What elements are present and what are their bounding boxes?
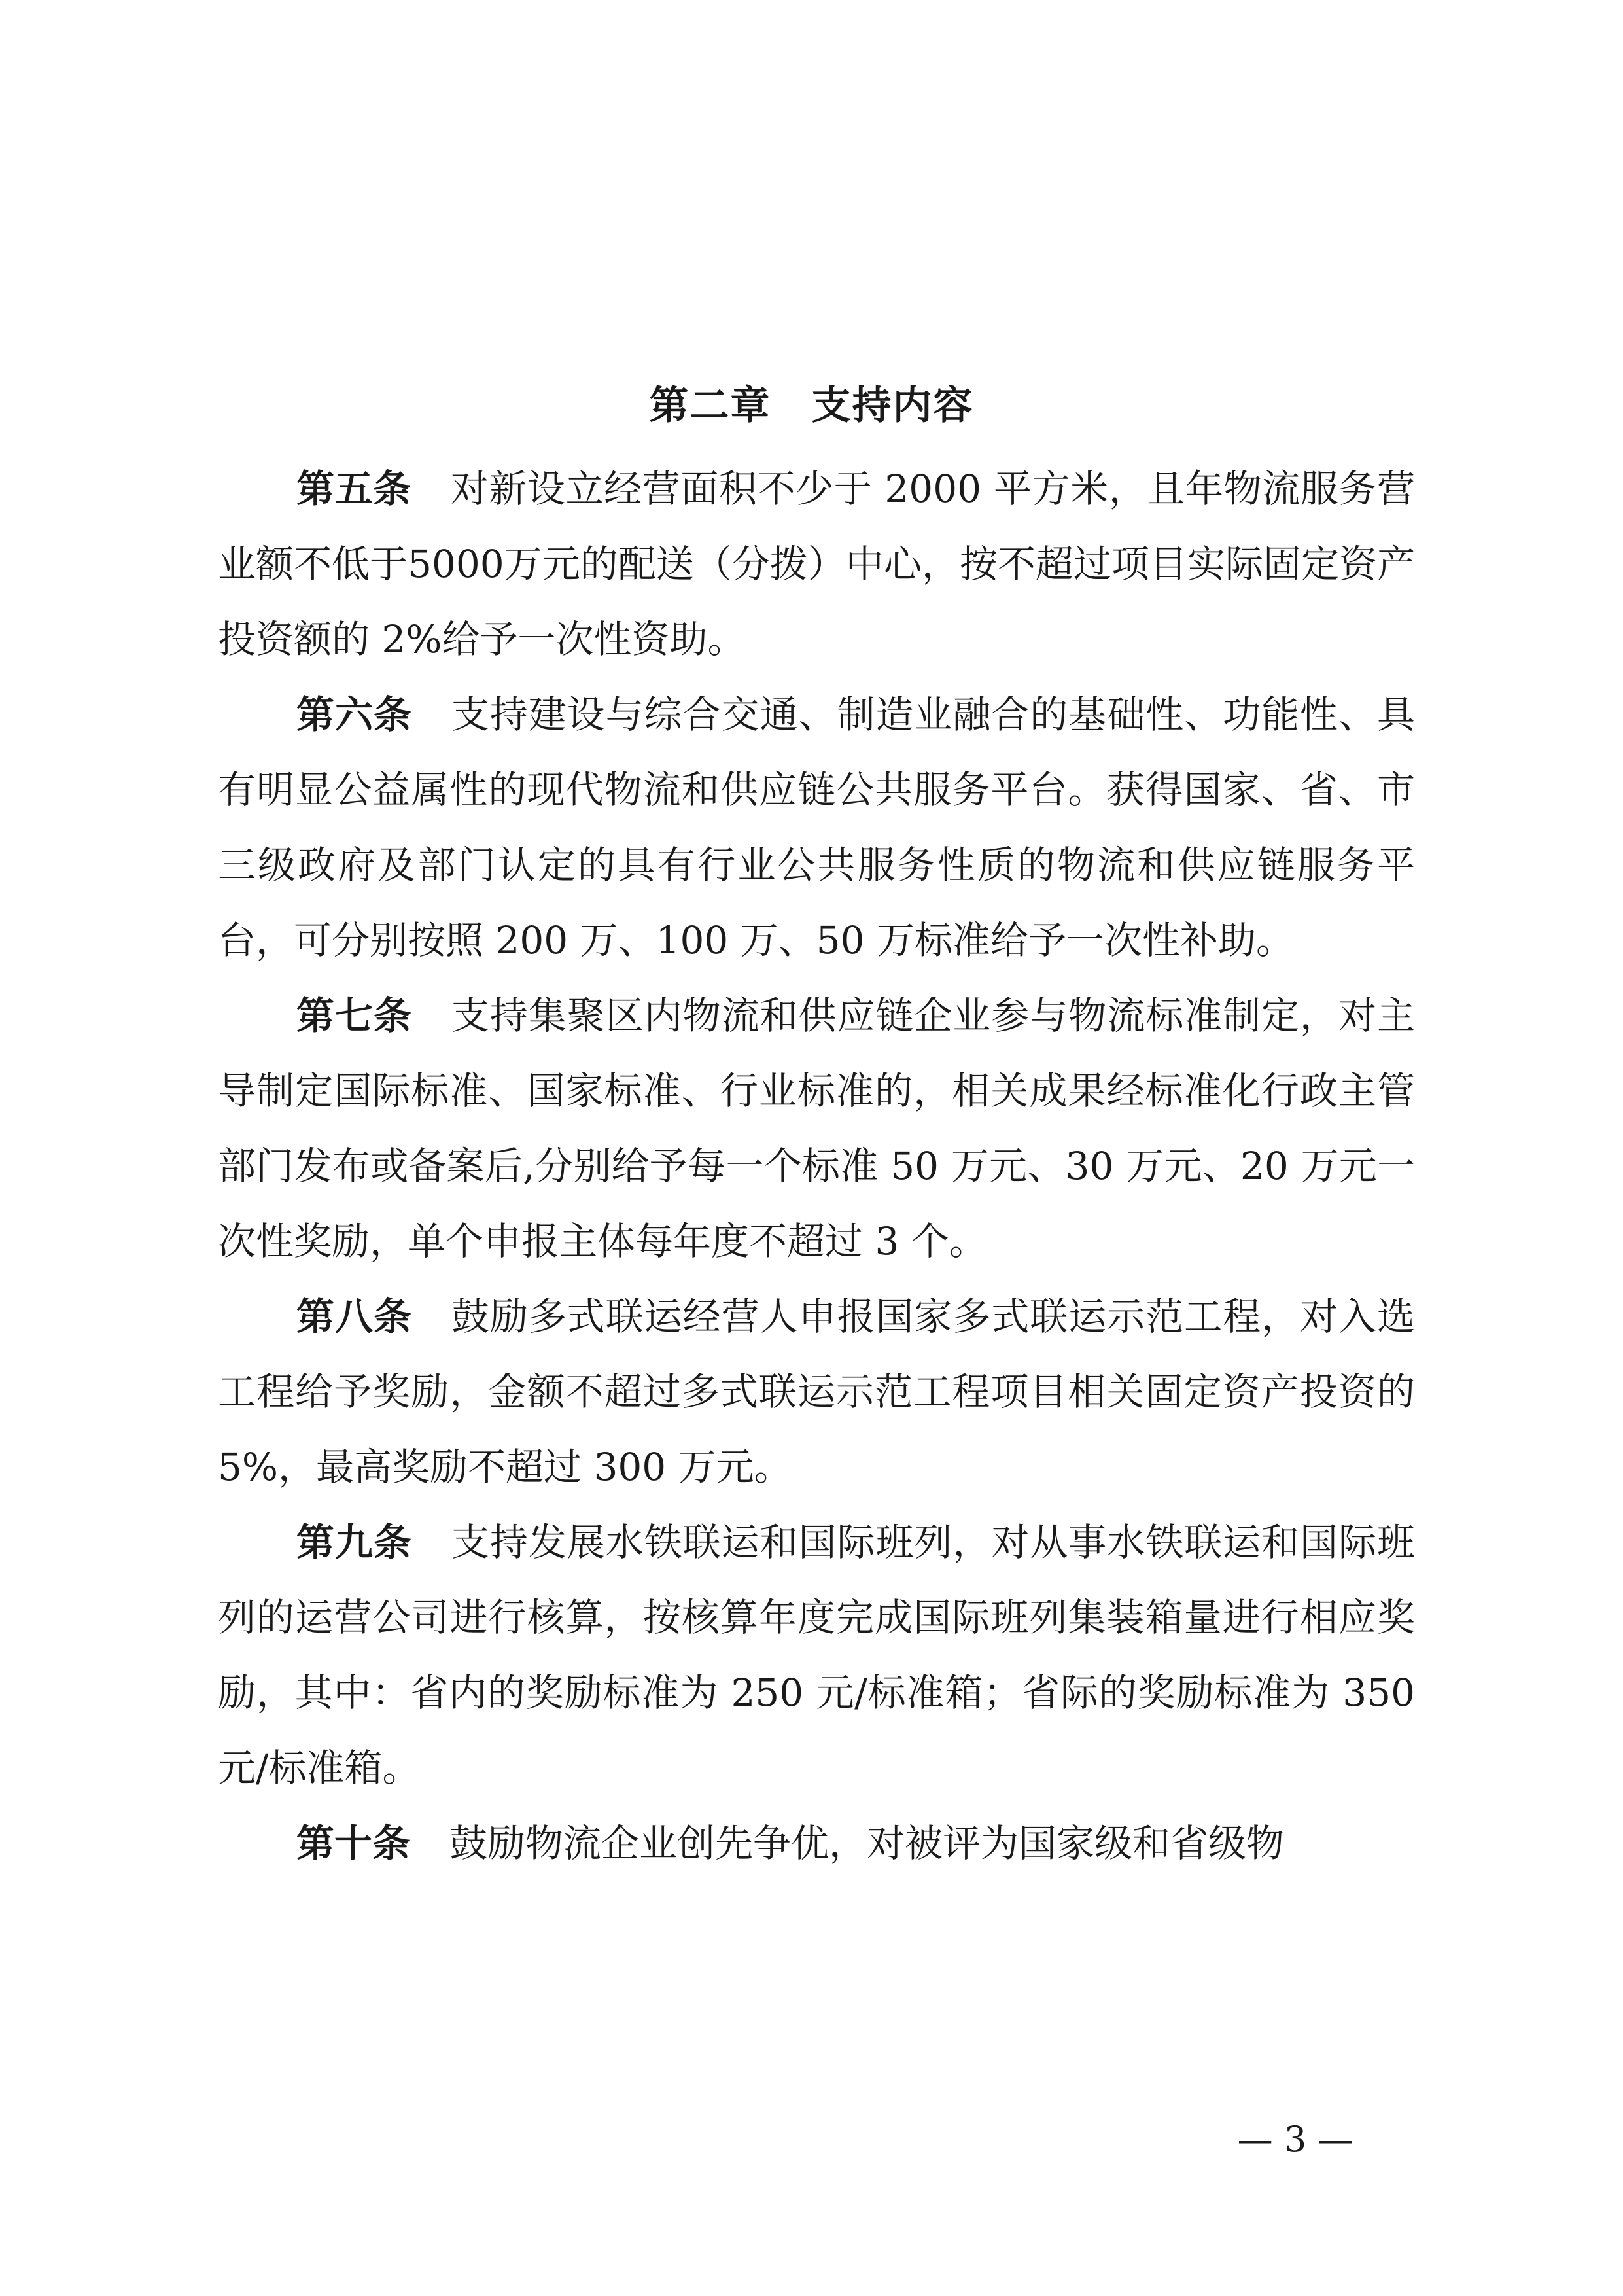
article-7 <box>218 978 1415 1279</box>
article-text: 对新设立经营面积不少于 2000 平方米，且年物流服务营业额不低于5000万元的配送（分拨）中心，按不超过项目实际固定资产投资额的 2%给予一次性资助。 <box>218 467 1415 662</box>
article-text: 支持集聚区内物流和供应链企业参与物流标准制定，对主导制定国际标准、国家标准、行业标准的，相关成果经标准化行政主管部门发布或备案后,分别给予每一个标准 50 万元、30 万元、20 万元一次性奖励，单个申报主体每年度不超过 3 个。 <box>218 993 1415 1263</box>
article-9 <box>218 1505 1415 1806</box>
article-text: 支持建设与综合交通、制造业融合的基础性、功能性、具有明显公益属性的现代物流和供应链公共服务平台。获得国家、省、市三级政府及部门认定的具有行业公共服务性质的物流和供应链服务平台，可分别按照 200 万、100 万、50 万标准给予一次性补助。 <box>218 692 1415 963</box>
article-text: 鼓励多式联运经营人申报国家多式联运示范工程，对入选工程给予奖励，金额不超过多式联运示范工程项目相关固定资产投资的 5%，最高奖励不超过 300 万元。 <box>218 1294 1415 1489</box>
article-text: 鼓励物流企业创先争优，对被评为国家级和省级物 <box>449 1821 1285 1865</box>
chapter-title: 第二章 支持内容 <box>649 383 974 429</box>
article-label: 第十条 <box>296 1821 411 1865</box>
article-10 <box>218 1806 1415 1881</box>
document-body <box>218 451 1415 1881</box>
article-label: 第七条 <box>296 993 412 1038</box>
page-number: — 3 — <box>1237 2119 1353 2160</box>
article-text: 支持发展水铁联运和国际班列，对从事水铁联运和国际班列的运营公司进行核算，按核算年度完成国际班列集装箱量进行相应奖励，其中：省内的奖励标准为 250 元/标准箱；省际的奖励标准为 350 元/标准箱。 <box>218 1520 1415 1790</box>
article-8 <box>218 1279 1415 1505</box>
article-5 <box>218 451 1415 677</box>
article-label: 第五条 <box>296 467 411 511</box>
article-label: 第六条 <box>296 692 412 737</box>
article-label: 第九条 <box>296 1520 412 1564</box>
article-6 <box>218 677 1415 978</box>
article-label: 第八条 <box>296 1294 412 1339</box>
